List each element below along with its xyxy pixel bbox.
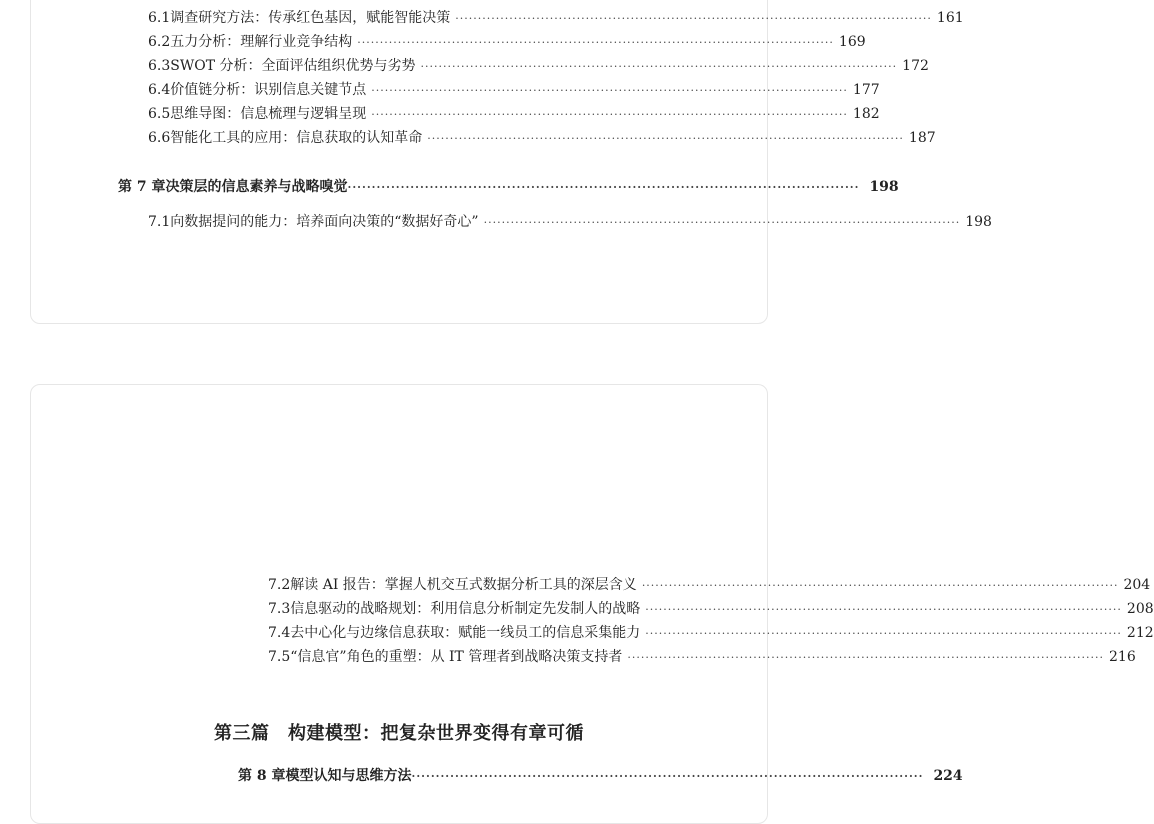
- toc-entry-6-1[interactable]: [148, 9, 964, 28]
- toc-entry-7-3[interactable]: [268, 600, 1154, 619]
- chapter-number: 第 8 章: [238, 768, 286, 784]
- section-title: 调查研究方法：传承红色基因，赋能智能决策: [170, 10, 451, 26]
- section-title: 智能化工具的应用：信息获取的认知革命: [170, 130, 423, 146]
- leader-dots: ··········································································································: [371, 108, 848, 121]
- section-number: 6.3: [148, 58, 171, 74]
- page-number: 177: [852, 82, 880, 98]
- page-number: 187: [908, 130, 936, 146]
- part-title: 第三篇 构建模型：把复杂世界变得有章可循: [214, 723, 584, 744]
- leader-dots: ··········································································································: [427, 132, 904, 145]
- page-number: 208: [1126, 601, 1154, 617]
- leader-dots: ··········································································································: [371, 84, 848, 97]
- toc-entry-6-3[interactable]: [148, 57, 929, 76]
- page-number: 161: [936, 10, 964, 26]
- section-title: 去中心化与边缘信息获取：赋能一线员工的信息采集能力: [290, 625, 641, 641]
- leader-dots: ··········································································································: [347, 181, 860, 194]
- page-number: 169: [838, 34, 866, 50]
- leader-dots: ··········································································································: [641, 579, 1119, 592]
- section-number: 7.3: [268, 601, 291, 617]
- toc-entry-6-6[interactable]: [148, 129, 936, 148]
- toc-entry-7-5[interactable]: [268, 648, 1136, 667]
- section-number: 6.4: [148, 82, 171, 98]
- leader-dots: ··········································································································: [420, 60, 898, 73]
- chapter-title: 模型认知与思维方法: [285, 768, 412, 784]
- section-number: 6.1: [148, 10, 171, 26]
- section-title: 向数据提问的能力：培养面向决策的“数据好奇心”: [170, 214, 479, 230]
- chapter-title: 决策层的信息素养与战略嗅觉: [165, 179, 348, 195]
- page-number: 198: [965, 214, 992, 230]
- section-title: 解读 AI 报告：掌握人机交互式数据分析工具的深层含义: [290, 577, 637, 593]
- page-number: 212: [1126, 625, 1154, 641]
- toc-chapter-7[interactable]: [118, 178, 899, 197]
- section-number: 6.5: [148, 106, 171, 122]
- section-title: 思维导图：信息梳理与逻辑呈现: [170, 106, 367, 122]
- page-number: 182: [852, 106, 880, 122]
- toc-entry-7-4[interactable]: [268, 624, 1154, 643]
- section-number: 7.2: [268, 577, 291, 593]
- section-title: 价值链分析：识别信息关键节点: [170, 82, 367, 98]
- leader-dots: ··········································································································: [627, 651, 1104, 664]
- leader-dots: ··········································································································: [645, 603, 1122, 616]
- toc-page-card-1: [30, 0, 992, 324]
- chapter-number: 第 7 章: [118, 179, 166, 195]
- section-number: 6.6: [148, 130, 171, 146]
- page-number: 204: [1123, 577, 1151, 593]
- section-title: 五力分析：理解行业竞争结构: [170, 34, 353, 50]
- toc-chapter-8[interactable]: [238, 767, 963, 786]
- toc-entry-6-4[interactable]: [148, 81, 880, 100]
- page-number: 224: [933, 768, 963, 784]
- toc-entry-6-2[interactable]: [148, 33, 866, 52]
- leader-dots: ··········································································································: [455, 12, 932, 25]
- section-title: “信息官”角色的重塑：从 IT 管理者到战略决策支持者: [290, 649, 623, 665]
- section-number: 7.5: [268, 649, 291, 665]
- leader-dots: ··········································································································: [357, 36, 834, 49]
- page-number: 198: [869, 179, 899, 195]
- toc-entry-7-2[interactable]: [268, 576, 1151, 595]
- toc-entry-6-5[interactable]: [148, 105, 880, 124]
- toc-page-card-2: [30, 384, 1154, 824]
- toc-entry-7-1[interactable]: [148, 213, 992, 232]
- section-number: 7.4: [268, 625, 291, 641]
- page-number: 216: [1109, 649, 1136, 665]
- page-number: 172: [902, 58, 929, 74]
- leader-dots: ··········································································································: [483, 216, 961, 229]
- section-number: 6.2: [148, 34, 171, 50]
- section-title: 信息驱动的战略规划：利用信息分析制定先发制人的战略: [290, 601, 641, 617]
- leader-dots: ··········································································································: [645, 627, 1122, 640]
- leader-dots: ··········································································································: [411, 770, 924, 783]
- section-title: SWOT 分析：全面评估组织优势与劣势: [170, 58, 416, 74]
- section-number: 7.1: [148, 214, 171, 230]
